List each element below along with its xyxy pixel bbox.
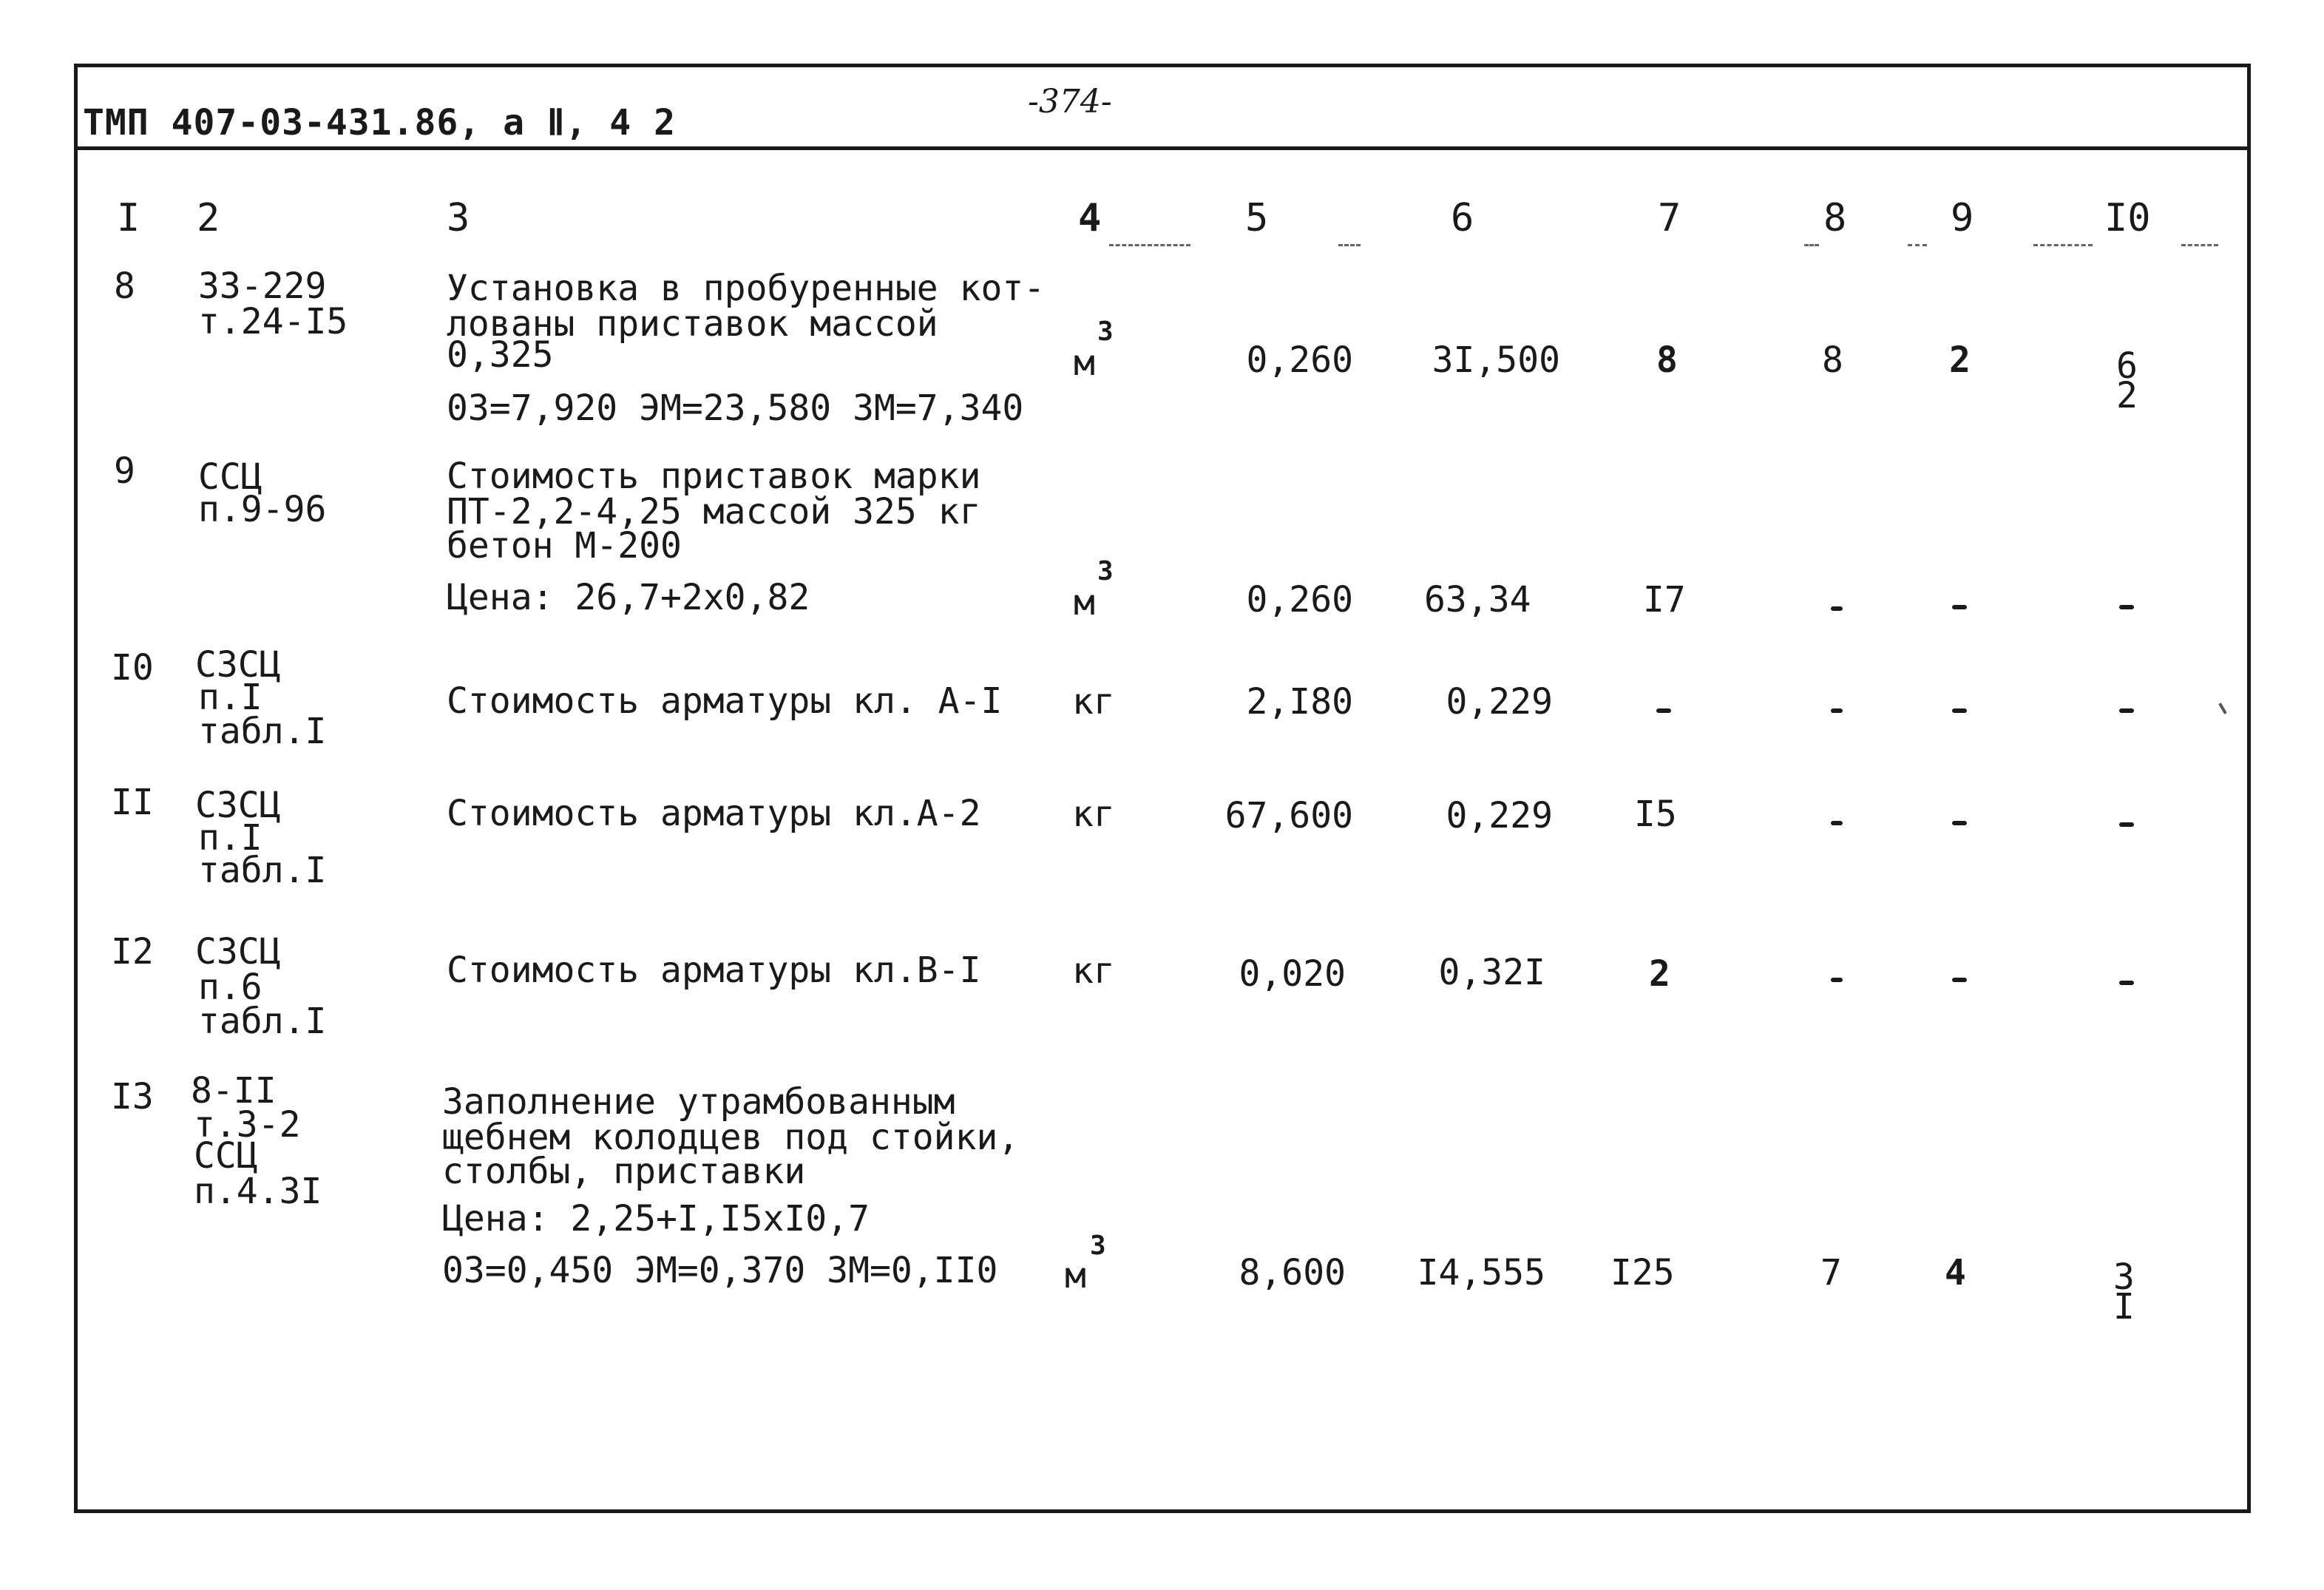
col-header-1: I	[117, 196, 140, 240]
row-description-line: лованы приставок массой	[447, 303, 938, 345]
row-unit: м	[1065, 1255, 1086, 1296]
row-col10-top: 6	[2116, 345, 2138, 387]
row-formula: Цена: 26,7+2х0,82	[447, 577, 810, 618]
col-header-4: 4	[1078, 196, 1102, 240]
row-col8: 8	[1822, 339, 1843, 381]
row-description-line: 0,325	[447, 334, 554, 376]
col-header-2: 2	[197, 196, 220, 240]
empty-dash	[2119, 708, 2134, 713]
row-price: 3I,500	[1432, 339, 1560, 381]
row-formula-2: 03=0,450 ЭМ=0,370 ЗМ=0,II0	[442, 1250, 998, 1291]
document-code: ТМП 407-03-431.86, а Ⅱ, 4 2	[83, 102, 676, 143]
row-price: 0,229	[1446, 795, 1553, 836]
row-col7: I7	[1643, 579, 1686, 620]
row-ref-line: СЗСЦ	[195, 644, 281, 686]
row-price: 0,229	[1446, 681, 1553, 723]
empty-dash	[1831, 606, 1843, 611]
row-price: I4,555	[1417, 1252, 1545, 1293]
row-description-line: Стоимость приставок марки	[447, 456, 981, 497]
row-quantity: 0,020	[1239, 953, 1346, 995]
row-description-line: щебнем колодцев под стойки,	[442, 1117, 1020, 1158]
row-unit: м	[1074, 582, 1095, 623]
row-quantity: 8,600	[1239, 1252, 1346, 1293]
row-price: 63,34	[1424, 579, 1531, 620]
unit-superscript: 3	[1090, 1231, 1106, 1261]
header-dots	[1908, 244, 1927, 246]
row-col10-top: 3	[2113, 1256, 2135, 1298]
row-description-line: Установка в пробуренные кот-	[447, 268, 1046, 309]
row-number: I2	[111, 931, 154, 972]
empty-dash	[2119, 822, 2134, 827]
page-frame	[74, 64, 2251, 1513]
row-unit: кг	[1072, 681, 1115, 723]
row-col9: 4	[1945, 1252, 1966, 1293]
col-header-10: I0	[2104, 196, 2151, 240]
row-ref-line: т.24-I5	[198, 301, 348, 342]
empty-dash	[2119, 981, 2134, 985]
empty-dash	[1831, 708, 1843, 713]
col-header-7: 7	[1658, 196, 1681, 240]
empty-dash	[1831, 978, 1843, 982]
row-col10-bottom: 2	[2116, 375, 2138, 416]
row-unit: м	[1074, 342, 1095, 384]
row-ref-line: ССЦ	[198, 456, 262, 498]
row-ref-line: табл.I	[198, 850, 327, 891]
row-quantity: 67,600	[1224, 795, 1353, 836]
header-dots	[2033, 244, 2093, 246]
row-description-line: бетон М-200	[447, 525, 682, 566]
row-ref-line: т.3-2	[194, 1104, 301, 1146]
row-number: 9	[114, 450, 135, 492]
row-quantity: 0,260	[1246, 579, 1353, 620]
row-ref-line: 8-II	[191, 1070, 277, 1112]
row-unit: кг	[1072, 794, 1115, 835]
row-unit: кг	[1072, 950, 1115, 992]
row-number: 8	[114, 265, 135, 307]
row-col8: 7	[1820, 1252, 1842, 1293]
row-ref-line: п.9-96	[198, 489, 327, 530]
row-col7: I5	[1634, 794, 1677, 835]
row-ref-line: п.I	[198, 817, 262, 859]
empty-dash	[1952, 821, 1967, 825]
row-ref-line: табл.I	[198, 711, 327, 752]
page-number: -374-	[1028, 83, 1112, 121]
row-col7: 2	[1649, 953, 1670, 995]
row-description-line: столбы, приставки	[442, 1151, 806, 1192]
row-ref-line: СЗСЦ	[195, 785, 281, 826]
empty-dash	[1952, 708, 1967, 713]
header-dots	[2181, 244, 2218, 246]
row-description-line: Заполнение утрамбованным	[442, 1081, 955, 1123]
row-ref-line: п.4.3I	[194, 1171, 322, 1212]
col-header-8: 8	[1823, 196, 1847, 240]
row-number: II	[111, 782, 154, 823]
unit-superscript: 3	[1097, 317, 1114, 347]
empty-dash	[1952, 978, 1967, 982]
row-ref-line: СЗСЦ	[195, 931, 281, 972]
row-ref-line: 33-229	[198, 265, 327, 307]
row-col7: 8	[1656, 339, 1678, 381]
unit-superscript: 3	[1097, 556, 1114, 586]
empty-dash	[2119, 605, 2134, 609]
row-col9: 2	[1949, 339, 1971, 381]
row-formula: Цена: 2,25+I,I5хI0,7	[442, 1198, 870, 1239]
row-col10-bottom: I	[2113, 1286, 2135, 1327]
row-quantity: 0,260	[1246, 339, 1353, 381]
row-ref-line: ССЦ	[194, 1135, 258, 1177]
col-header-6: 6	[1451, 196, 1474, 240]
row-number: I3	[111, 1076, 154, 1117]
row-description-line: ПТ-2,2-4,25 массой 325 кг	[447, 491, 981, 532]
row-description-line: Стоимость арматуры кл.А-2	[447, 793, 981, 834]
header-dots	[1804, 244, 1819, 246]
empty-dash	[1656, 708, 1671, 713]
row-quantity: 2,I80	[1246, 681, 1353, 723]
header-dots	[1338, 244, 1361, 246]
col-header-9: 9	[1951, 196, 1974, 240]
header-rule	[74, 146, 2251, 150]
row-description-line: Стоимость арматуры кл.В-I	[447, 950, 981, 991]
col-header-5: 5	[1245, 196, 1269, 240]
row-ref-line: п.6	[198, 967, 262, 1008]
row-number: I0	[111, 647, 154, 689]
col-header-3: 3	[447, 196, 470, 240]
row-col7: I25	[1610, 1252, 1675, 1293]
row-formula: 03=7,920 ЭМ=23,580 ЗМ=7,340	[447, 388, 1024, 429]
row-ref-line: табл.I	[198, 1001, 327, 1042]
empty-dash	[1952, 605, 1967, 609]
header-dots	[1109, 244, 1190, 246]
row-price: 0,32I	[1438, 952, 1545, 993]
row-ref-line: п.I	[198, 677, 262, 718]
empty-dash	[1831, 821, 1843, 825]
row-description-line: Стоимость арматуры кл. А-I	[447, 680, 1003, 722]
